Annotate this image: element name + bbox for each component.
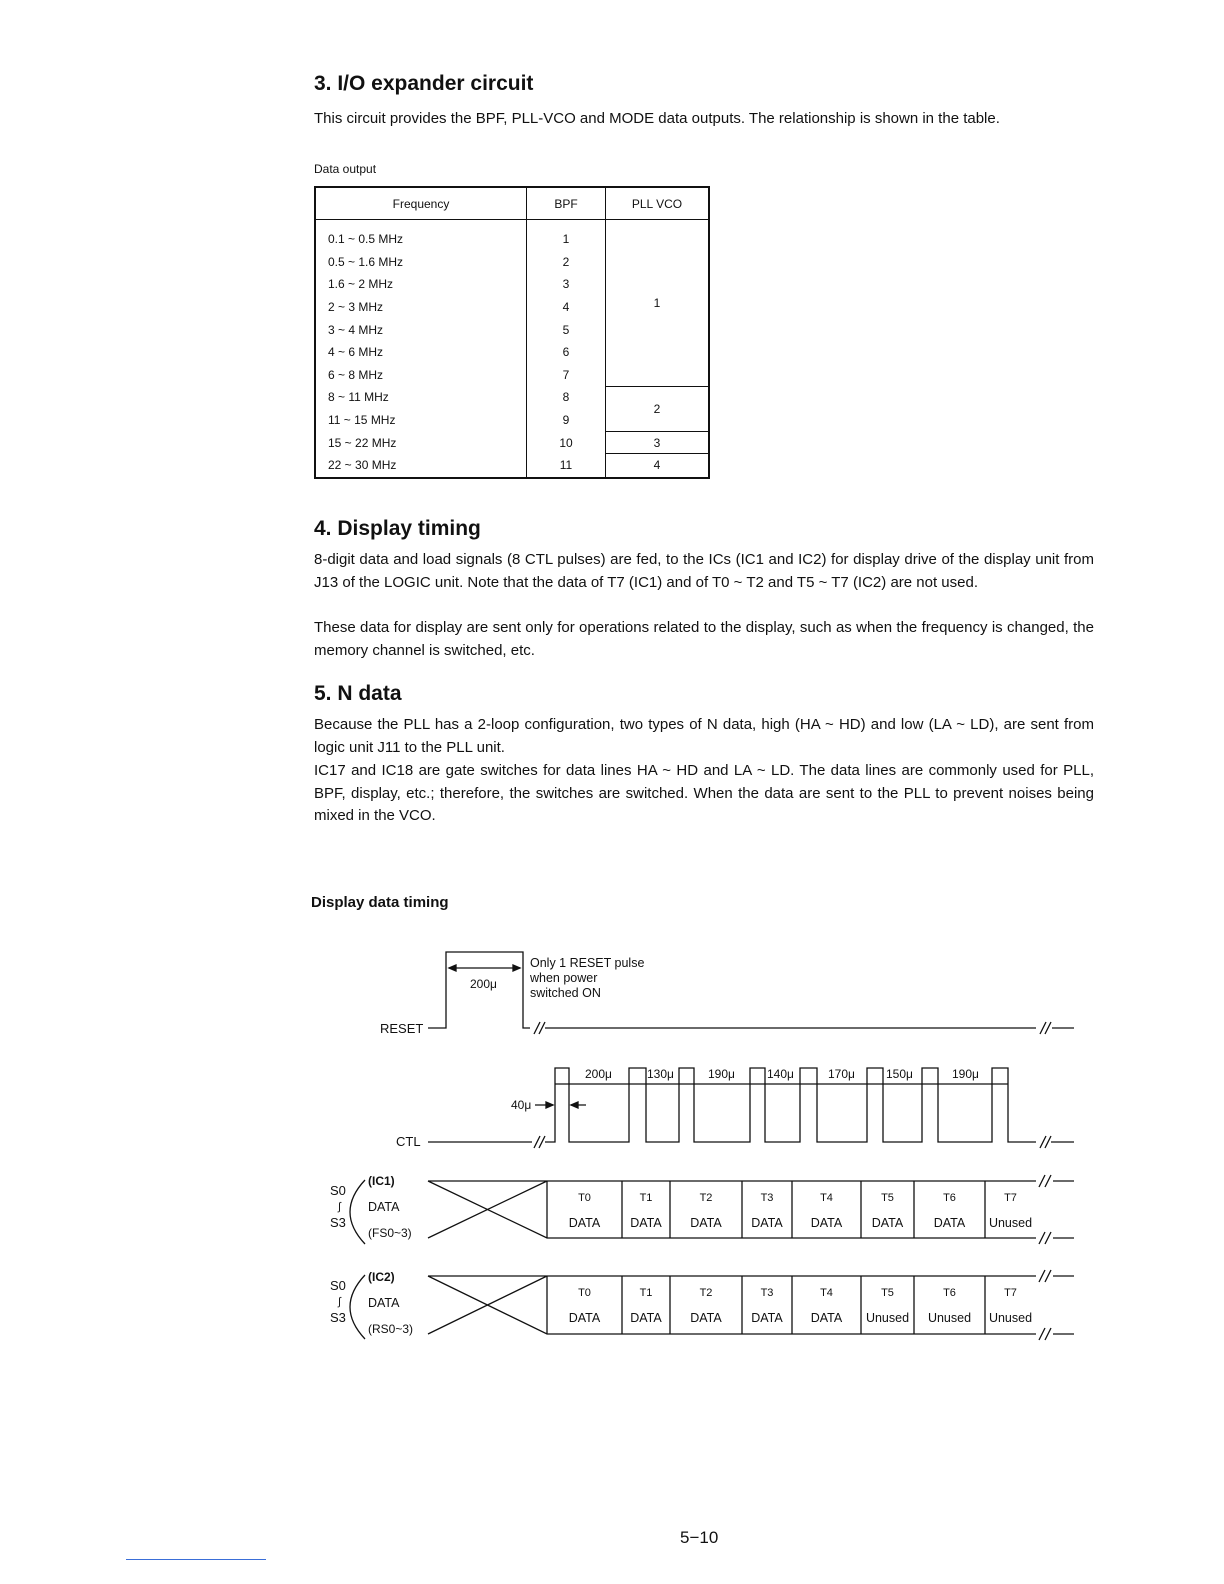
ctl-gap: 200μ <box>585 1067 612 1081</box>
ic2-slot-label: T0 <box>578 1287 591 1299</box>
ic1-data: DATA <box>368 1200 400 1214</box>
bpf-cell: 3 <box>527 273 606 296</box>
table-caption: Data output <box>314 162 377 176</box>
s-bot: S3 <box>330 1310 346 1325</box>
freq-cell: 15 ~ 22 MHz <box>315 431 527 454</box>
freq-cell: 2 ~ 3 MHz <box>315 296 527 319</box>
ctl-gap: 190μ <box>708 1067 735 1081</box>
ic2-slot-label: T5 <box>881 1287 894 1299</box>
ctl-gap: 150μ <box>886 1067 913 1081</box>
section-5-p2: IC17 and IC18 are gate switches for data lines HA ~ HD and LA ~ LD. The data lines are commonly used for PLL, BPF, display, etc.; therefore, the switches are switched. When the data are sent to the PLL to prevent noises being mixed in the VCO. <box>314 762 1094 824</box>
ic1-slot-label: T6 <box>943 1192 956 1204</box>
ic2-bus <box>428 1276 1074 1334</box>
ic2-name: (IC2) <box>368 1270 395 1284</box>
reset-note-1: Only 1 RESET pulse <box>530 956 645 970</box>
s-mid: ∫ <box>338 1296 342 1308</box>
brace-ic1 <box>350 1180 365 1244</box>
ic1-slot-label: T7 <box>1004 1192 1017 1204</box>
vco-cell-4: 4 <box>606 454 710 478</box>
bpf-cell: 11 <box>527 454 606 478</box>
ctl-gap: 140μ <box>767 1067 794 1081</box>
ic1-slot-label: T0 <box>578 1192 591 1204</box>
freq-cell: 4 ~ 6 MHz <box>315 341 527 364</box>
section-4-heading: 4. Display timing <box>314 517 481 540</box>
ic2-slot-label: T3 <box>760 1287 774 1299</box>
ic1-slot-label: T4 <box>820 1192 833 1204</box>
bpf-cell: 8 <box>527 386 606 409</box>
bpf-cell: 5 <box>527 318 606 341</box>
bpf-cell: 1 <box>527 220 606 251</box>
ic1-slot-value: DATA <box>871 1216 904 1230</box>
ic2-slot-value: DATA <box>630 1311 662 1325</box>
break-mark <box>1039 1232 1051 1244</box>
dim-arrow <box>546 1102 578 1108</box>
col-frequency: Frequency <box>315 187 527 220</box>
reset-note-3: switched ON <box>530 986 601 1000</box>
vco-cell-1: 1 <box>653 295 661 310</box>
s-top: S0 <box>330 1278 346 1293</box>
ic1-range: (FS0~3) <box>368 1226 412 1240</box>
ic1-slot-label: T3 <box>760 1192 774 1204</box>
section-5-heading: 5. N data <box>314 682 402 705</box>
vco-cell-2: 2 <box>606 386 710 431</box>
page-number: 5−10 <box>680 1528 719 1547</box>
freq-cell: 0.1 ~ 0.5 MHz <box>315 220 527 251</box>
reset-width: 200μ <box>470 977 497 991</box>
ic2-slot-label: T7 <box>1004 1287 1017 1299</box>
ic2-slot-value: Unused <box>927 1311 972 1325</box>
break-mark <box>1040 1022 1051 1034</box>
vco-cell-3: 3 <box>606 431 710 454</box>
break-mark <box>534 1136 545 1148</box>
ic2-range: (RS0~3) <box>368 1322 414 1336</box>
ic2-slot-value: DATA <box>690 1311 722 1325</box>
ic2-slot-label: T1 <box>639 1287 653 1299</box>
freq-cell: 22 ~ 30 MHz <box>315 454 527 478</box>
ic1-slot-value: DATA <box>690 1216 722 1230</box>
col-bpf: BPF <box>527 187 606 220</box>
s-bot: S3 <box>330 1215 346 1230</box>
break-mark <box>1039 1328 1051 1340</box>
freq-cell: 8 ~ 11 MHz <box>315 386 527 409</box>
freq-cell: 6 ~ 8 MHz <box>315 364 527 387</box>
brace-ic2 <box>350 1275 365 1339</box>
reset-note-2: when power <box>530 971 598 985</box>
reset-label: RESET <box>380 1021 424 1036</box>
ic2-slot-value: Unused <box>865 1311 910 1325</box>
ctl-gap: 130μ <box>647 1067 674 1081</box>
freq-cell: 11 ~ 15 MHz <box>315 409 527 432</box>
break-mark <box>1039 1175 1051 1187</box>
section-3-heading: 3. I/O expander circuit <box>314 72 534 95</box>
section-3-text: This circuit provides the BPF, PLL-VCO and MODE data outputs. The relationship is shown in the table. <box>314 110 1000 127</box>
ic1-slot-value: Unused <box>988 1216 1033 1230</box>
ic2-slot-value: DATA <box>751 1311 783 1325</box>
section-4-p1: 8-digit data and load signals (8 CTL pulses) are fed, to the ICs (IC1 and IC2) for display drive of the display unit from J13 of the LOGIC unit. Note that the data of T7 (IC1) and of T0 ~ T2 and T5 ~ T7 (IC2) are not used. <box>314 551 1094 591</box>
freq-cell: 3 ~ 4 MHz <box>315 318 527 341</box>
bpf-cell: 6 <box>527 341 606 364</box>
timing-title: Display data timing <box>311 894 449 911</box>
bpf-cell: 10 <box>527 431 606 454</box>
ic2-slot-value: DATA <box>810 1311 843 1325</box>
ic2-slot-label: T4 <box>820 1287 833 1299</box>
break-mark <box>1040 1136 1051 1148</box>
break-mark <box>534 1022 545 1034</box>
section-5-p1: Because the PLL has a 2-loop configuration, two types of N data, high (HA ~ HD) and low (LA ~ LD), are sent from logic unit J11 to the PLL unit. <box>314 716 1094 756</box>
ic2-slot-value: Unused <box>988 1311 1033 1325</box>
ic1-slot-label: T2 <box>699 1192 713 1204</box>
ctl-first-gap: 40μ <box>511 1098 532 1112</box>
s-mid: ∫ <box>338 1201 342 1213</box>
break-mark <box>1039 1270 1051 1282</box>
section-4-p2: These data for display are sent only for operations related to the display, such as when the frequency is changed, the memory channel is switched, etc. <box>314 619 1094 659</box>
s-top: S0 <box>330 1183 346 1198</box>
ic2-data: DATA <box>368 1296 400 1310</box>
ic1-slot-label: T1 <box>639 1192 653 1204</box>
bpf-cell: 9 <box>527 409 606 432</box>
bpf-cell: 7 <box>527 364 606 387</box>
ic1-slot-value: DATA <box>630 1216 662 1230</box>
bpf-cell: 2 <box>527 251 606 274</box>
ctl-gap: 170μ <box>828 1067 855 1081</box>
ic1-slot-value: DATA <box>751 1216 783 1230</box>
freq-cell: 1.6 ~ 2 MHz <box>315 273 527 296</box>
ic1-slot-value: DATA <box>810 1216 843 1230</box>
ic1-slot-label: T5 <box>881 1192 894 1204</box>
freq-cell: 0.5 ~ 1.6 MHz <box>315 251 527 274</box>
ic2-slot-value: DATA <box>568 1311 601 1325</box>
ic1-name: (IC1) <box>368 1174 395 1188</box>
ic1-slot-value: DATA <box>568 1216 601 1230</box>
ctl-gap: 190μ <box>952 1067 979 1081</box>
col-pll-vco: PLL VCO <box>606 187 710 220</box>
ic2-slot-label: T6 <box>943 1287 956 1299</box>
ic2-slot-label: T2 <box>699 1287 713 1299</box>
ic1-slot-value: DATA <box>933 1216 966 1230</box>
footer-rule <box>126 1559 266 1560</box>
ctl-label: CTL <box>396 1134 421 1149</box>
bpf-cell: 4 <box>527 296 606 319</box>
